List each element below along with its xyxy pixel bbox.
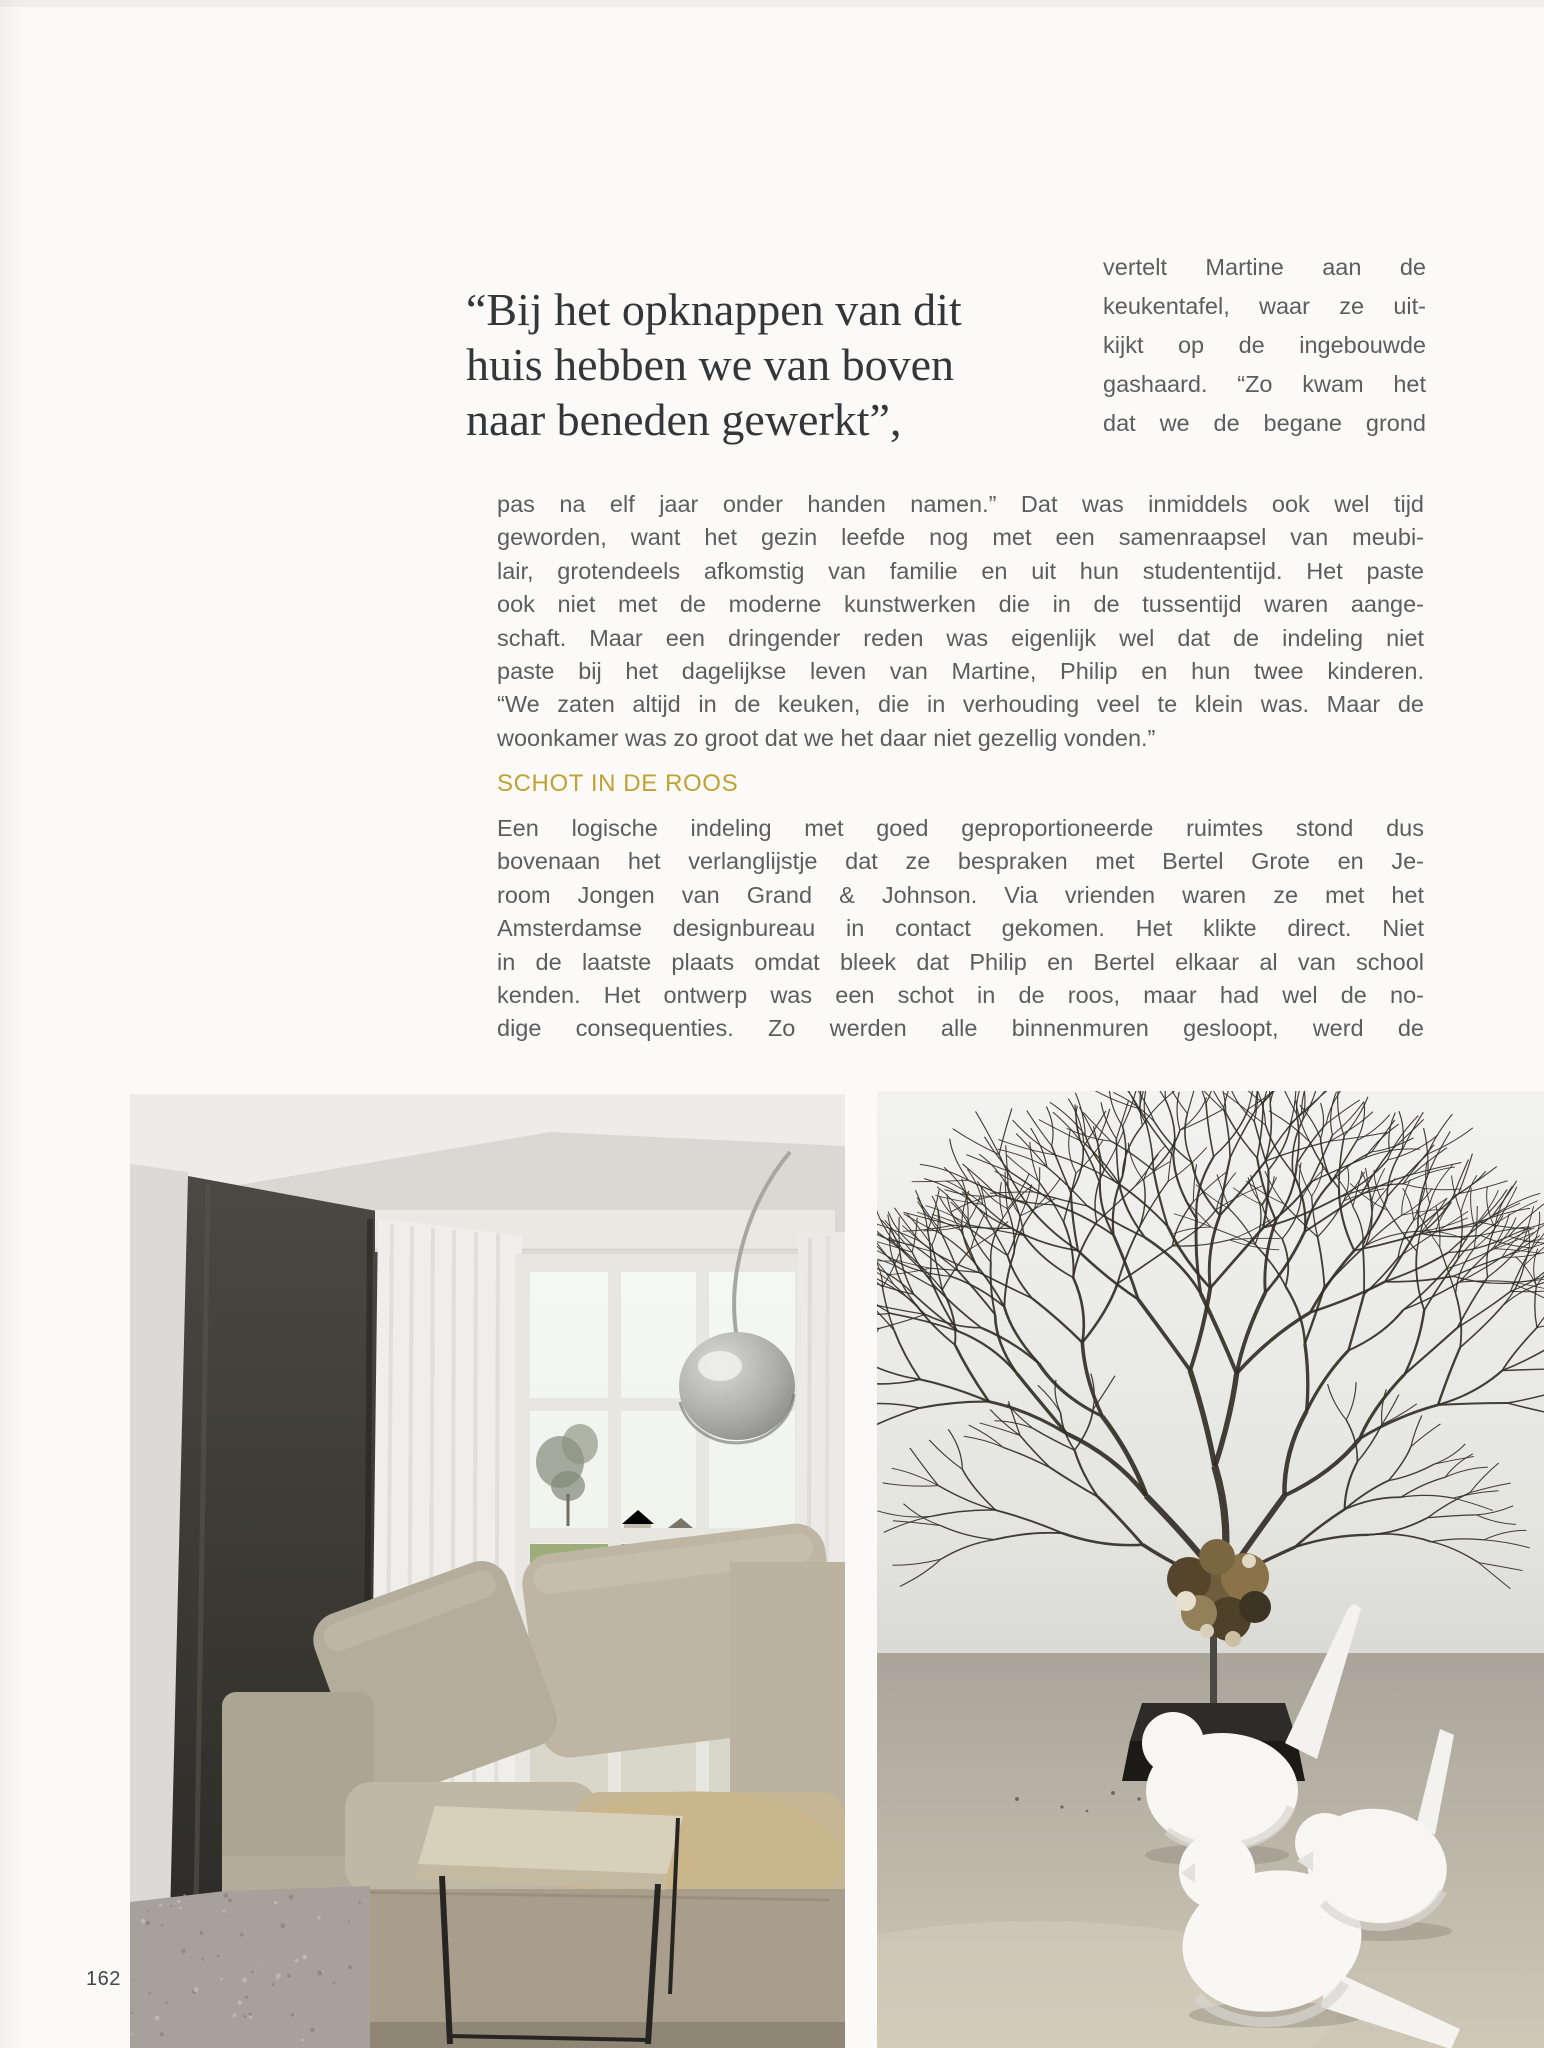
body-line: schaft. Maar een dringender reden was eigenlijk wel dat de indeling niet [497,624,1424,651]
pull-quote-line: huis hebben we van boven [466,339,954,390]
body-line: geworden, want het gezin leefde nog met een samenraapsel van meubi- [497,524,1424,551]
body-line: ook niet met de moderne kunstwerken die in de tussentijd waren aange- [497,591,1424,618]
body-line: bovenaan het verlanglijstje dat ze bespraken met Bertel Grote en Je- [497,848,1424,875]
pull-quote-line: “Bij het opknappen van dit [466,284,962,335]
body-line: pas na elf jaar onder handen namen.” Dat was inmiddels ook wel tijd [497,491,1424,517]
pull-quote [466,282,1106,447]
body-line: room Jongen van Grand & Johnson. Via vrienden waren ze met het [497,881,1424,908]
side-column-line: kijkt op de ingebouwde [1103,332,1426,358]
scan-edge-top [0,0,1544,7]
left-photo [130,1094,845,2048]
pull-quote-line: naar beneden gewerkt”, [466,394,902,445]
body-line: kenden. Het ontwerp was een schot in de roos, maar had wel de no- [497,982,1424,1009]
body-line: dige consequenties. Zo werden alle binnenmuren gesloopt, werd de [497,1015,1424,1042]
page-number: 162 [86,1968,121,1990]
side-column-line: gashaard. “Zo kwam het [1103,371,1426,397]
body-line: in de laatste plaats omdat bleek dat Philip en Bertel elkaar al van school [497,948,1424,975]
body-line: lair, grotendeels afkomstig van familie en uit hun studententijd. Het paste [497,557,1424,584]
body-line: paste bij het dagelijkse leven van Martine, Philip en hun twee kinderen. [497,658,1424,685]
paragraph-2 [497,812,1424,1046]
section-heading: SCHOT IN DE ROOS [497,770,739,797]
body-line: Amsterdamse designbureau in contact gekomen. Het klikte direct. Niet [497,915,1424,942]
carpet [130,1886,370,2048]
right-photo [877,1091,1544,2048]
side-column-line: dat we de begane grond [1103,410,1426,436]
body-line: Een logische indeling met goed geproportioneerde ruimtes stond dus [497,815,1424,841]
side-column-line: vertelt Martine aan de [1103,254,1426,280]
body-line: woonkamer was zo groot dat we het daar niet gezellig vonden.” [497,724,1156,751]
side-column-line: keukentafel, waar ze uit- [1103,293,1426,319]
intro-side-column [1103,248,1426,443]
body-line: “We zaten altijd in de keuken, die in verhouding veel te klein was. Maar de [497,691,1424,718]
scan-edge-left [0,0,26,2048]
paragraph-1 [497,488,1424,755]
